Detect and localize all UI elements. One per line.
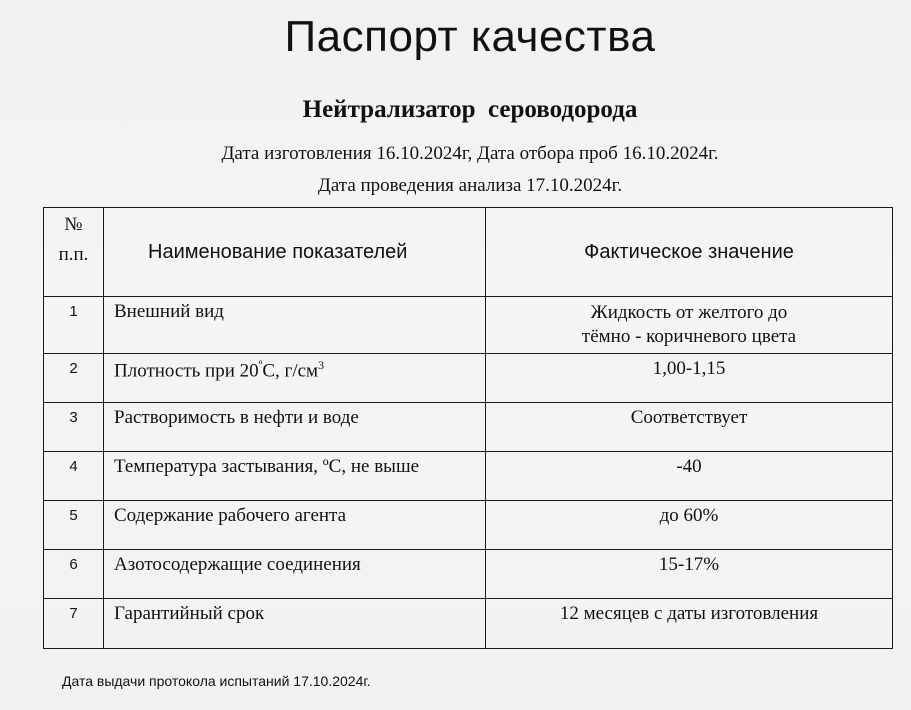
row-indicator: Содержание рабочего агента <box>104 501 486 550</box>
product-name: Нейтрализатор сероводорода <box>302 96 638 123</box>
row-number: 3 <box>44 403 104 452</box>
unit-exponent: 3 <box>318 358 325 372</box>
analysis-date: Дата проведения анализа 17.10.2024г. <box>317 175 623 196</box>
row-value: до 60% <box>486 501 893 550</box>
table-row <box>44 354 893 403</box>
row-value-line: тёмно - коричневого цвета <box>581 326 797 347</box>
quality-table <box>43 207 893 649</box>
row-value: 15-17% <box>486 550 893 599</box>
production-dates: Дата изготовления 16.10.2024г, Дата отбора проб 16.10.2024г. <box>221 143 719 164</box>
table-row <box>44 452 893 501</box>
header-indicator: Наименование показателей <box>104 208 486 297</box>
row-value <box>486 297 893 354</box>
row-number: 1 <box>44 297 104 354</box>
row-value-line: Жидкость от желтого до <box>590 302 788 323</box>
table-row <box>44 501 893 550</box>
row-value: Соответствует <box>486 403 893 452</box>
row-indicator: Растворимость в нефти и воде <box>104 403 486 452</box>
row-number: 7 <box>44 599 104 649</box>
document-title: Паспорт качества <box>284 12 656 61</box>
header-number-abbr: п.п. <box>58 244 89 265</box>
header-number <box>44 208 104 297</box>
row-value: -40 <box>486 452 893 501</box>
header-number-symbol: № <box>64 214 83 235</box>
row-indicator: Гарантийный срок <box>104 599 486 649</box>
table-row <box>44 550 893 599</box>
row-number: 2 <box>44 354 104 403</box>
row-value: 12 месяцев с даты изготовления <box>486 599 893 649</box>
header-actual-value: Фактическое значение <box>486 208 893 297</box>
row-number: 4 <box>44 452 104 501</box>
row-indicator: Азотосодержащие соединения <box>104 550 486 599</box>
row-indicator: Внешний вид <box>104 297 486 354</box>
table-header-row <box>44 208 893 297</box>
row-indicator: Температура застывания, ºС, не выше <box>104 452 486 501</box>
row-number: 5 <box>44 501 104 550</box>
table-row <box>44 297 893 354</box>
row-indicator-unit: С, г/см <box>262 360 319 382</box>
row-number: 6 <box>44 550 104 599</box>
row-indicator-text: Плотность при 20 <box>114 360 259 382</box>
protocol-issue-date: Дата выдачи протокола испытаний 17.10.2024г. <box>62 673 371 689</box>
table-row <box>44 403 893 452</box>
table-row <box>44 599 893 649</box>
row-indicator <box>104 354 486 403</box>
degree-sign: º <box>258 358 263 372</box>
row-value: 1,00-1,15 <box>486 354 893 403</box>
